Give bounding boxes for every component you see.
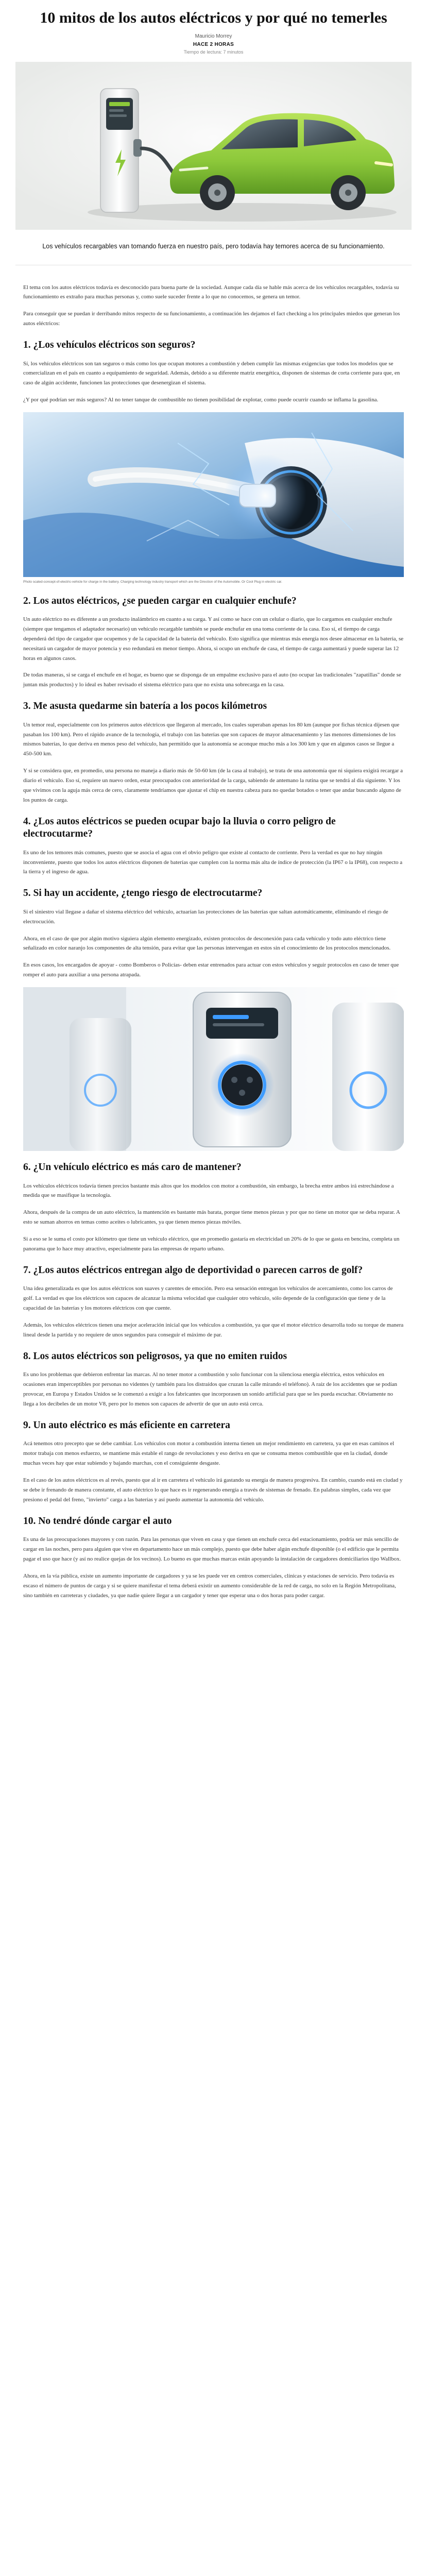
publish-time: HACE 2 HORAS — [193, 41, 234, 47]
charging-station-photo — [23, 987, 404, 1151]
figure-charging-plug — [23, 412, 404, 577]
body-paragraph: ¿Y por qué podrían ser más seguros? Al no tener tanque de combustible no tienen posibilidad de explotar, como puede ocurrir cuando se inflama la gasolina. — [23, 397, 379, 403]
body-paragraph: Ahora, después de la compra de un auto eléctrico, la mantención es bastante más barata, porque tiene menos piezas y por que no tiene un motor que se deba reparar. A esto se suman ahorros en temas como aceites o lubricantes, ya que tienen menos piezas móviles. — [23, 1209, 400, 1226]
body-paragraph: Y si se considera que, en promedio, una persona no maneja a diario más de 50-60 km (de la casa al trabajo), se trata de una autonomía que ni siquiera exigirá recargar a diario el vehículo. Eso sí, requiere un nuevo orden, estar preocupados con anterioridad de la carga, sabiendo de antemano la rutina que se tendrá al día siguiente. Y los que vivimos con la aguja más cerca de cero, claramente tendríamos que ajustar el chip en nuestra cabeza para no quedar botados o tener que andar buscando alguno de los puntos de carga. — [23, 768, 403, 803]
section-heading: 5. Si hay un accidente, ¿tengo riesgo de electrocutarme? — [23, 888, 263, 899]
hero-caption: Los vehículos recargables van tomando fuerza en nuestro país, pero todavía hay temores acerca de su funcionamiento. — [15, 230, 412, 265]
electric-car-charging-illustration — [15, 62, 412, 230]
bottom-spacer — [23, 1608, 404, 1611]
body-paragraph: Es una de las preocupaciones mayores y con razón. Para las personas que viven en casa y que tienen un enchufe cerca del estacionamiento, podría ser más sencillo de cargar en las noches, pero para alguien que vive en departamento hace un más complejo, puesto que debe haber algún enchufe disponible (o el edificio que le permita pagar el uso que hace (y así no realice quejas de los vecinos). Lo bueno es que muchas marcas están apoyando la instalación de cargadores domiciliarios tipo Wallbox. — [23, 1536, 401, 1562]
body-paragraph: Acá tenemos otro precepto que se debe cambiar. Los vehículos con motor a combustión interna tienen un mejor rendimiento en carretera, ya que en esas caminos el motor trabaja con menos esfuerzo, se mantiene más estable el rango de revoluciones y eso deriva en que se consuma menos combustible que en la ciudad, donde muchas veces hay que estar subiendo y bajando marchas, con el consiguiente desgaste. — [23, 1440, 395, 1467]
section-heading: 6. ¿Un vehículo eléctrico es más caro de mantener? — [23, 1162, 242, 1173]
section-heading: 9. Un auto eléctrico es más eficiente en carretera — [23, 1419, 230, 1431]
section-heading: 8. Los autos eléctricos son peligrosos, ya que no emiten ruidos — [23, 1350, 287, 1362]
body-paragraph: Es uno los problemas que debieron enfrentar las marcas. Al no tener motor a combustión y solo funcionar con la silenciosa energía eléctrica, estos vehículos en ocasiones eran imperceptibles por personas no videntes (y también para los distraídos que cruzan la calle mirando el teléfono). A raíz de los accidentes que se podían provocar, en Europa y Estados Unidos se le comenzó a exigir a los fabricantes que incorporasen un sonido artificial para que se les pueda escuchar. Obviamente no llega a los decibeles de un motor V8, pero por lo menos son capaces de advertir de que un auto está cerca. — [23, 1371, 398, 1407]
body-paragraph: Sí, los vehículos eléctricos son tan seguros o más como los que ocupan motores a combustión y deben cumplir las mismas exigencias que todos los modelos que se comercializan en el país en cuanto a equipamiento de seguridad. Además, debido a su diferente matriz energética, disponen de sistemas de corta corriente para que, en caso de algún accidente, funcionen las protecciones que desenergizan el sistema. — [23, 360, 400, 386]
body-paragraph: Si el siniestro vial llegase a dañar el sistema eléctrico del vehículo, actuarían las protecciones de las baterías que saltan automáticamente, eliminando el riesgo de electrocución. — [23, 908, 388, 925]
body-paragraph: Los vehículos eléctricos todavía tienen precios bastante más altos que los modelos con motor a combustión, sin embargo, la brecha entre ambos irá estrechándose a medida que se masifique la tecnología. — [23, 1182, 394, 1199]
byline — [0, 33, 427, 55]
article-title: 10 mitos de los autos eléctricos y por qué no temerles — [40, 9, 387, 26]
section-heading: 2. Los autos eléctricos, ¿se pueden cargar en cualquier enchufe? — [23, 595, 297, 606]
body-paragraph: Una idea generalizada es que los autos eléctricos son suaves y carentes de emoción. Pero esa sensación entregan los vehículos de acercamiento, como los carros de golf. La verdad es que los eléctricos son capaces de alcanzar la misma velocidad que cualquier otro vehículo, sólo depende de la configuración que tiene y de la capacidad de las baterías y los motores eléctricos con que cuente. — [23, 1285, 393, 1312]
section-heading: 1. ¿Los vehículos eléctricos son seguros? — [23, 340, 196, 351]
body-paragraph: Un temor real, especialmente con los primeros autos eléctricos que llegaron al mercado, los cuales superaban apenas los 80 km (aunque por fichas técnica dijesen que pasaban los 100 km). Pero el rápido avance de la tecnología, el trabajo con las baterías que son capaces de mayor almacenamiento y las menores dimensiones de los mismos baterías, lo que deriva en menos peso del vehículo, han permitido que la autonomía se aconque mucho más a los 300 km y que en algunos casos se llegue a 450-500 km. — [23, 721, 400, 757]
body-paragraph: En el caso de los autos eléctricos es al revés, puesto que al ir en carretera el vehículo irá gastando su energía de manera progresiva. En cambio, cuando está en ciudad y se debe ir frenando de manera constante, el auto eléctrico lo que hace es ir regenerando energía a través de sistemas de frenado. En palabras simples, cada vez que presiono el pedal del freno, "invierto" carga a las baterías y así puedo aumentar la autonomía del vehículo. — [23, 1477, 403, 1503]
figure-charging-station — [23, 987, 404, 1151]
body-paragraph: Ahora, en la vía pública, existe un aumento importante de cargadores y ya se les puede ver en centros comerciales, clínicas y estaciones de servicio. Pero todavía es escaso el número de puntos de carga y si se quiere manifestar el tema deberá existir un aumento considerable de la red de carga, no solo en la Región Metropolitana, sino también en carreteras y ciudades, ya que nadie quiere llegar a un cargador y tener que esperar una o dos horas para poder cargar. — [23, 1572, 396, 1599]
intro-paragraph: Para conseguir que se puedan ir derribando mitos respecto de su funcionamiento, a continuación les dejamos el fact checking a los principales miedos que generan los autos eléctricos: — [23, 311, 400, 327]
body-paragraph: Un auto eléctrico no es diferente a un producto inalámbrico en cuanto a su carga. Y así como se hace con un celular o diario, que lo cargamos en cualquier enchufe (siempre que tengamos el adaptador necesario) un vehículo recargable también se puede enchufar en una toma corriente de la casa. Eso sí, el tiempo de carga dependerá del tipo de cargador que ocupemos y de la capacidad de la batería del vehículo. Esto significa que mientras más energía nos desee almacenar en la batería, se necesitará un cargador de mayor potencia y eso redundará en menor tiempo. Ahora, si ocupo un enchufe de casa, el tiempo de carga aumentará y puede superar las 12 horas en algunos casos. — [23, 616, 404, 662]
body-paragraph: En esos casos, los encargados de apoyar - como Bomberos o Policías- deben estar entrenados para actuar con estos vehículos y seguir protocolos en caso de tener que romper el auto para auxiliar a una persona atrapada. — [23, 962, 399, 978]
body-paragraph: De todas maneras, si se carga el enchufe en el hogar, es bueno que se disponga de un empalme exclusivo para el auto (no ocupar las tradicionales "zapatillas" donde se juntan más productos) y lo ideal es haber revisado el sistema eléctrico para que no exista una sobrecarga en la casa. — [23, 672, 401, 688]
body-paragraph: Ahora, en el caso de que por algún motivo siguiera algún elemento energizado, existen protocolos de desconexión para cada vehículo y todo auto eléctrico tiene señalizado en color naranjo los componentes de alta tensión, para evitar que las personas intervengan en estos sin el conocimiento de los protocolos mencionados. — [23, 935, 391, 952]
body-paragraph: Es uno de los temores más comunes, puesto que se asocia el agua con el obvio peligro que existe al contacto de corriente. Pero la verdad es que no hay ningún inconveniente, puesto que todos los autos eléctricos disponen de baterías que cumplen con la norma más alta de índice de protección (la IP67 o la IP68), con respecto a la tierra y el ingreso de agua. — [23, 849, 403, 875]
section-heading: 3. Me asusta quedarme sin batería a los pocos kilómetros — [23, 701, 267, 712]
article-body — [0, 265, 427, 1611]
author-name[interactable]: Mauricio Morrey — [195, 33, 232, 39]
section-heading: 7. ¿Los autos eléctricos entregan algo de deportividad o parecen carros de golf? — [23, 1265, 363, 1276]
charging-plug-photo — [23, 412, 404, 577]
body-paragraph: Además, los vehículos eléctricos tienen una mejor aceleración inicial que los vehículos a combustión, ya que que el motor eléctrico desarrolla todo su torque de manera lineal desde la partida y no requiere de unos segundos para conseguir el máximo de par. — [23, 1322, 404, 1338]
hero-image — [15, 62, 412, 230]
reading-time: Tiempo de lectura: 7 minutos — [183, 49, 244, 55]
section-heading: 4. ¿Los autos eléctricos se pueden ocupar bajo la lluvia o corro peligro de electrocutarme? — [23, 816, 336, 840]
intro-paragraph: El tema con los autos eléctricos todavía es desconocido para buena parte de la sociedad. Aunque cada día se hable más acerca de los vehículos recargables, todavía su funcionamiento es extraño para muchas personas y, como suele suceder frente a lo que no conocemos, se genera un temor. — [23, 284, 399, 300]
section-heading: 10. No tendré dónde cargar el auto — [23, 1515, 172, 1527]
figure-caption: Photo scaled-concept-of-electric-vehicle for charge in the battery. Charging technology industry transport which are the Direction of the Automobile. Or Cool Plug in electric car. — [23, 580, 282, 584]
body-paragraph: Si a eso se le suma el costo por kilómetro que tiene un vehículo eléctrico, que en promedio gastaría en electricidad un 20% de lo que se gasta en bencina, completa un panorama que lo hace muy atractivo, especialmente para las empresas de reparto urbano. — [23, 1236, 400, 1252]
